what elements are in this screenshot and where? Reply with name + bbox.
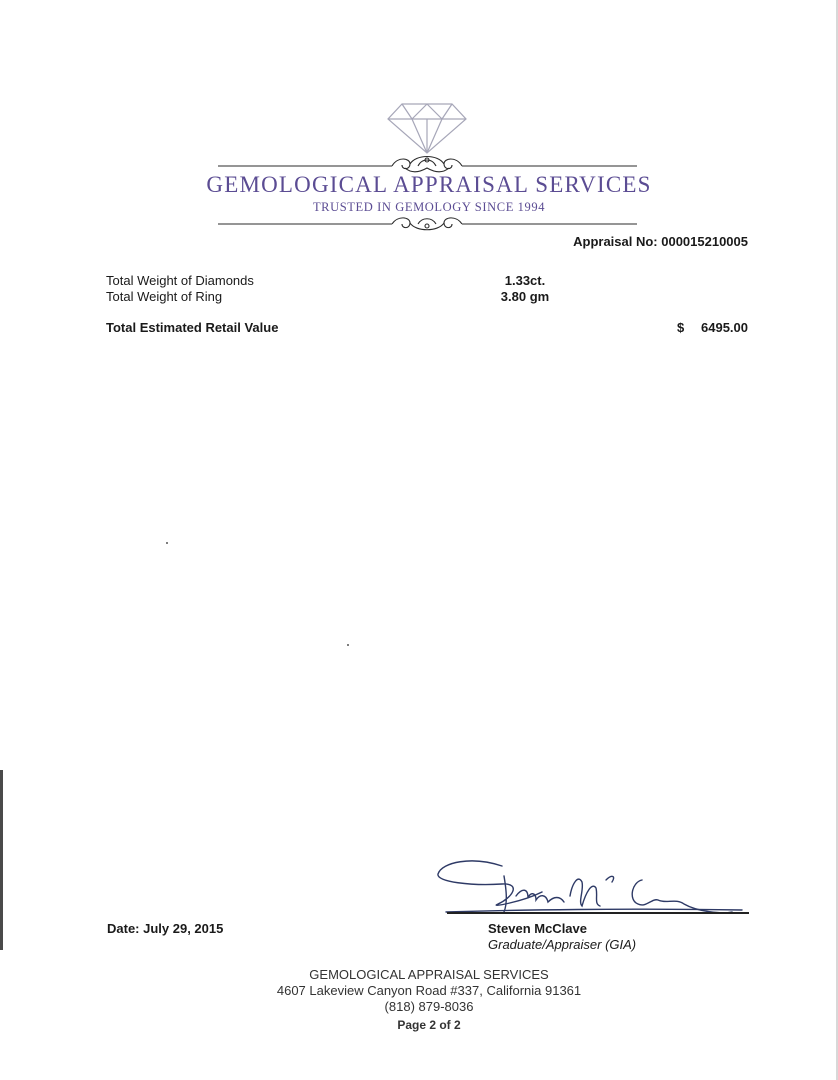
company-logo — [0, 0, 838, 240]
footer-company: GEMOLOGICAL APPRAISAL SERVICES — [309, 967, 549, 982]
detail-value-diamond-weight: 1.33ct. — [504, 273, 546, 288]
total-value-currency: $ — [677, 320, 685, 335]
company-tagline: TRUSTED IN GEMOLOGY SINCE 1994 — [312, 200, 546, 214]
footer-phone: (818) 879-8036 — [384, 999, 474, 1014]
scan-speck — [166, 542, 168, 544]
signature-line — [447, 912, 749, 914]
appraisal-number: Appraisal No: 000015210005 — [573, 234, 748, 249]
diamond-icon — [388, 104, 466, 153]
footer-address: 4607 Lakeview Canyon Road #337, California 91361 — [276, 983, 582, 998]
company-name: GEMOLOGICAL APPRAISAL SERVICES — [206, 172, 652, 197]
handwritten-signature — [432, 852, 752, 927]
appraisal-date: Date: July 29, 2015 — [107, 921, 224, 936]
detail-value-ring-weight: 3.80 gm — [500, 289, 550, 304]
signer-name: Steven McClave — [488, 921, 587, 936]
total-value-label: Total Estimated Retail Value — [106, 320, 279, 335]
page-number: Page 2 of 2 — [397, 1018, 461, 1032]
detail-label-diamond-weight: Total Weight of Diamonds — [106, 273, 254, 288]
total-value-amount: 6495.00 — [701, 320, 748, 335]
detail-label-ring-weight: Total Weight of Ring — [106, 289, 223, 304]
signer-title: Graduate/Appraiser (GIA) — [488, 937, 637, 952]
scroll-ornament-icon — [218, 157, 637, 172]
scan-speck — [347, 644, 349, 646]
scan-edge-shadow — [0, 770, 3, 950]
scroll-ornament-icon — [218, 218, 637, 230]
